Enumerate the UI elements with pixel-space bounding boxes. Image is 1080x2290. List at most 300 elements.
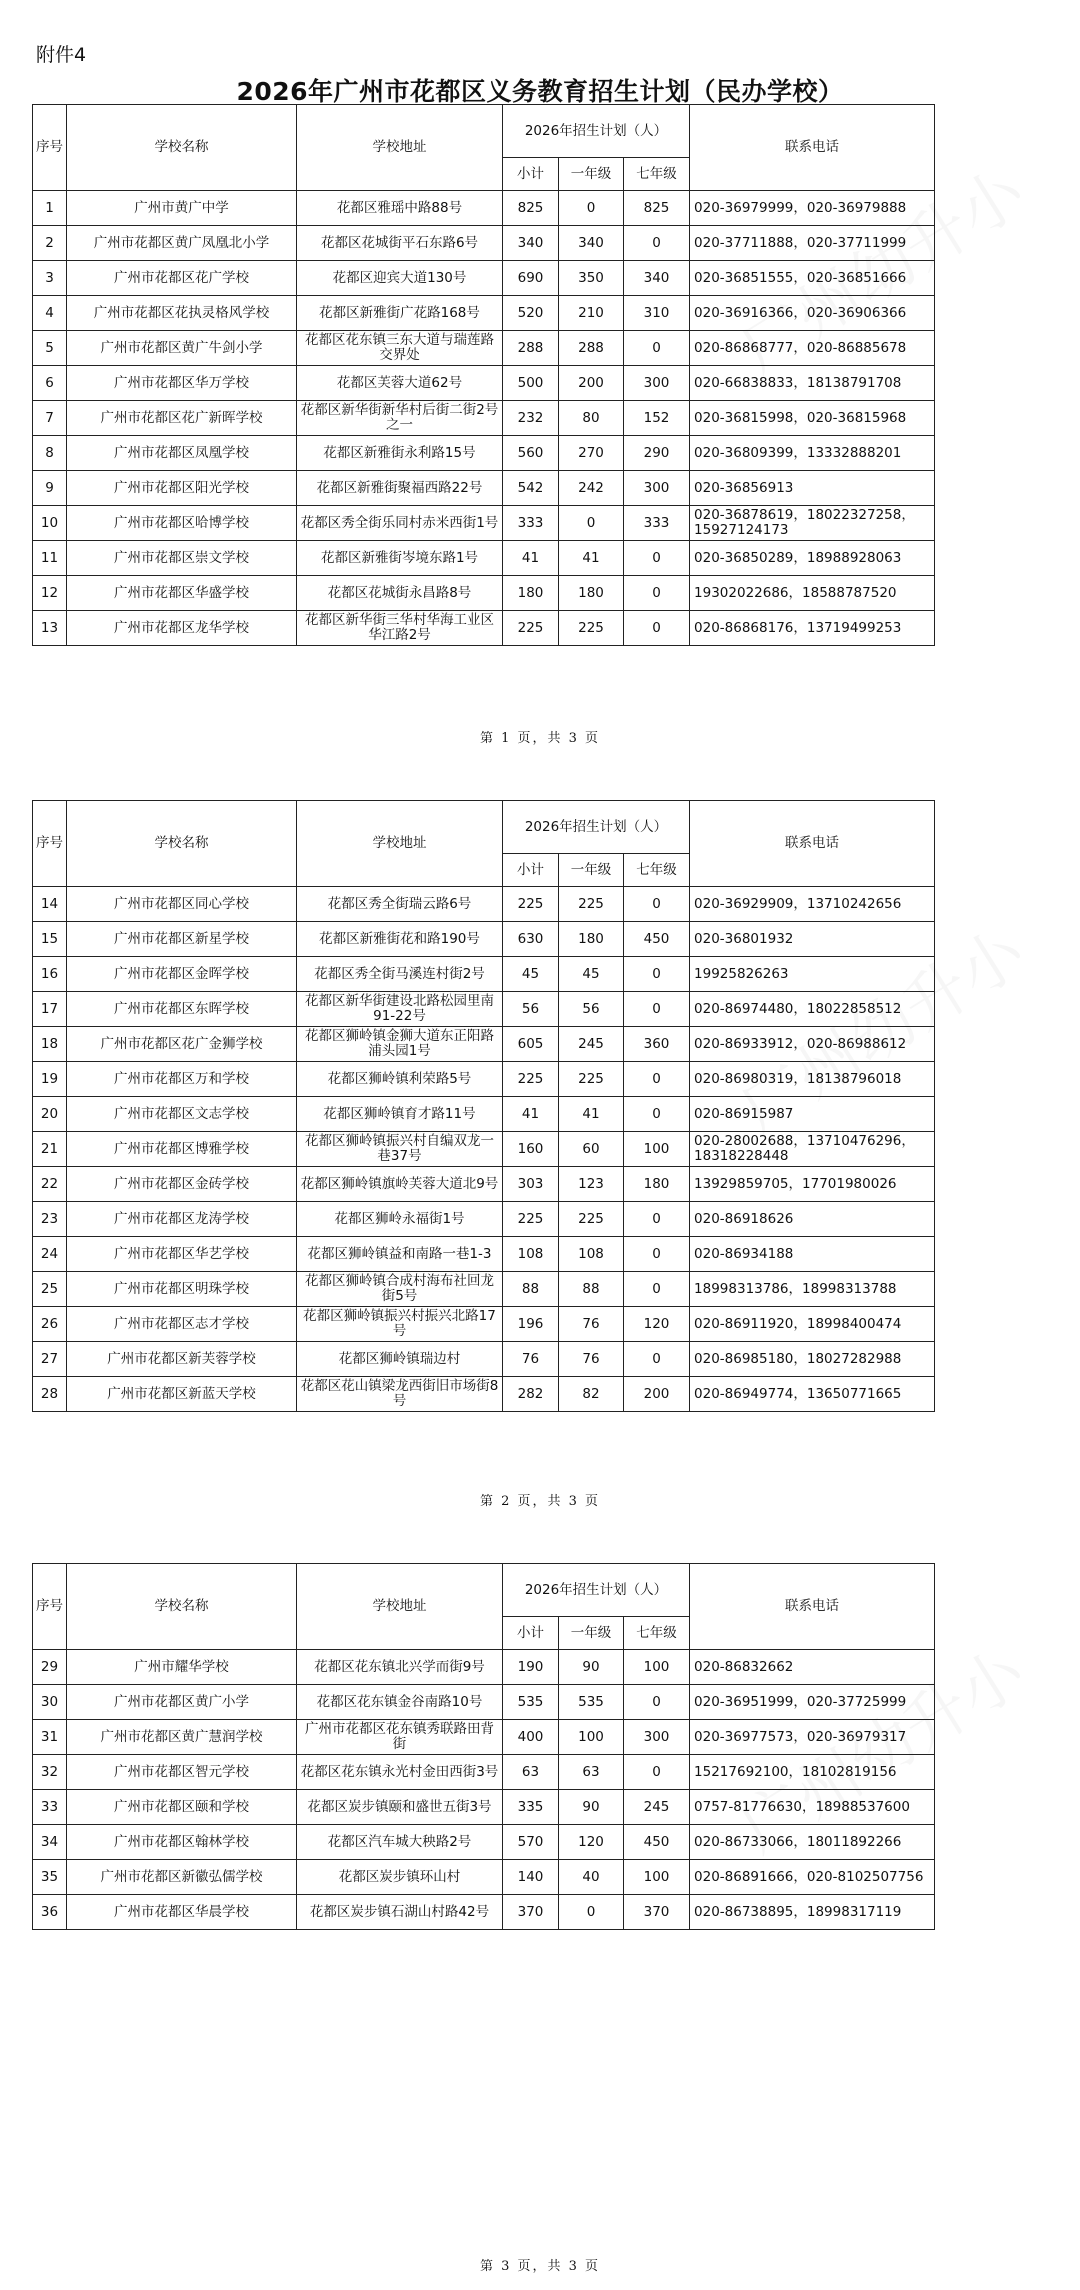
plan-grade7: 180 <box>624 1167 690 1202</box>
row-no: 11 <box>33 541 67 576</box>
plan-grade1: 100 <box>559 1720 624 1755</box>
school-name: 广州市花都区花广新晖学校 <box>67 401 297 436</box>
plan-subtotal: 690 <box>503 261 559 296</box>
table-row <box>33 922 935 957</box>
header-address: 学校地址 <box>297 801 503 887</box>
plan-subtotal: 63 <box>503 1755 559 1790</box>
table-row <box>33 1377 935 1412</box>
row-no: 33 <box>33 1790 67 1825</box>
table-row <box>33 576 935 611</box>
contact-phone: 020-36809399，13332888201 <box>690 436 935 471</box>
plan-grade7: 825 <box>624 191 690 226</box>
contact-phone: 020-86915987 <box>690 1097 935 1132</box>
school-name: 广州市花都区花执灵格风学校 <box>67 296 297 331</box>
plan-grade7: 0 <box>624 576 690 611</box>
table-row <box>33 331 935 366</box>
school-name: 广州市花都区凤凰学校 <box>67 436 297 471</box>
table-row <box>33 1685 935 1720</box>
school-name: 广州市花都区花广学校 <box>67 261 297 296</box>
row-no: 9 <box>33 471 67 506</box>
plan-grade1: 90 <box>559 1650 624 1685</box>
school-name: 广州市花都区新星学校 <box>67 922 297 957</box>
plan-subtotal: 225 <box>503 1062 559 1097</box>
table-row <box>33 1720 935 1755</box>
row-no: 22 <box>33 1167 67 1202</box>
row-no: 17 <box>33 992 67 1027</box>
school-name: 广州市花都区花广金狮学校 <box>67 1027 297 1062</box>
school-address: 花都区花东镇金谷南路10号 <box>297 1685 503 1720</box>
row-no: 21 <box>33 1132 67 1167</box>
plan-grade1: 88 <box>559 1272 624 1307</box>
school-address: 花都区新华街三华村华海工业区华江路2号 <box>297 611 503 646</box>
header-grade7: 七年级 <box>624 854 690 887</box>
table-row <box>33 1895 935 1930</box>
school-name: 广州市花都区阳光学校 <box>67 471 297 506</box>
row-no: 2 <box>33 226 67 261</box>
table-row <box>33 1307 935 1342</box>
header-no: 序号 <box>33 105 67 191</box>
school-address: 花都区新雅街永利路15号 <box>297 436 503 471</box>
table-row <box>33 1062 935 1097</box>
plan-grade1: 225 <box>559 887 624 922</box>
school-name: 广州市花都区金砖学校 <box>67 1167 297 1202</box>
row-no: 7 <box>33 401 67 436</box>
row-no: 16 <box>33 957 67 992</box>
contact-phone: 020-86733066，18011892266 <box>690 1825 935 1860</box>
contact-phone: 19925826263 <box>690 957 935 992</box>
plan-grade1: 45 <box>559 957 624 992</box>
plan-grade7: 0 <box>624 1685 690 1720</box>
plan-grade1: 225 <box>559 1062 624 1097</box>
plan-subtotal: 88 <box>503 1272 559 1307</box>
row-no: 36 <box>33 1895 67 1930</box>
plan-grade7: 200 <box>624 1377 690 1412</box>
header-school-name: 学校名称 <box>67 1564 297 1650</box>
plan-subtotal: 180 <box>503 576 559 611</box>
school-address: 花都区汽车城大秧路2号 <box>297 1825 503 1860</box>
annex-label: 附件4 <box>36 44 87 66</box>
plan-subtotal: 41 <box>503 1097 559 1132</box>
plan-subtotal: 108 <box>503 1237 559 1272</box>
plan-grade1: 340 <box>559 226 624 261</box>
school-name: 广州市花都区黄广牛剑小学 <box>67 331 297 366</box>
contact-phone: 020-86933912，020-86988612 <box>690 1027 935 1062</box>
plan-grade1: 225 <box>559 611 624 646</box>
school-name: 广州市花都区黄广小学 <box>67 1685 297 1720</box>
plan-grade1: 56 <box>559 992 624 1027</box>
plan-grade1: 210 <box>559 296 624 331</box>
school-address: 花都区花东镇三东大道与瑞莲路交界处 <box>297 331 503 366</box>
row-no: 14 <box>33 887 67 922</box>
plan-subtotal: 542 <box>503 471 559 506</box>
table-row <box>33 1825 935 1860</box>
table-row <box>33 1167 935 1202</box>
contact-phone: 020-36951999，020-37725999 <box>690 1685 935 1720</box>
plan-grade7: 0 <box>624 226 690 261</box>
plan-grade7: 100 <box>624 1860 690 1895</box>
header-grade1: 一年级 <box>559 1617 624 1650</box>
school-address: 花都区狮岭镇旗岭芙蓉大道北9号 <box>297 1167 503 1202</box>
plan-grade1: 40 <box>559 1860 624 1895</box>
contact-phone: 020-36850289，18988928063 <box>690 541 935 576</box>
plan-grade1: 180 <box>559 922 624 957</box>
header-grade7: 七年级 <box>624 1617 690 1650</box>
row-no: 6 <box>33 366 67 401</box>
contact-phone: 020-86832662 <box>690 1650 935 1685</box>
contact-phone: 020-86918626 <box>690 1202 935 1237</box>
plan-grade1: 123 <box>559 1167 624 1202</box>
plan-grade7: 0 <box>624 1097 690 1132</box>
row-no: 15 <box>33 922 67 957</box>
row-no: 18 <box>33 1027 67 1062</box>
table-row <box>33 366 935 401</box>
plan-grade1: 200 <box>559 366 624 401</box>
plan-grade1: 90 <box>559 1790 624 1825</box>
row-no: 29 <box>33 1650 67 1685</box>
plan-grade7: 450 <box>624 1825 690 1860</box>
school-address: 花都区秀全街瑞云路6号 <box>297 887 503 922</box>
plan-grade7: 152 <box>624 401 690 436</box>
contact-phone: 020-66838833，18138791708 <box>690 366 935 401</box>
school-name: 广州市花都区崇文学校 <box>67 541 297 576</box>
contact-phone: 020-86985180，18027282988 <box>690 1342 935 1377</box>
school-address: 花都区迎宾大道130号 <box>297 261 503 296</box>
plan-subtotal: 303 <box>503 1167 559 1202</box>
school-name: 广州市花都区哈博学校 <box>67 506 297 541</box>
school-address: 花都区新雅街聚福西路22号 <box>297 471 503 506</box>
plan-grade7: 333 <box>624 506 690 541</box>
contact-phone: 020-36851555，020-36851666 <box>690 261 935 296</box>
school-name: 广州市花都区华晨学校 <box>67 1895 297 1930</box>
school-name: 广州市花都区文志学校 <box>67 1097 297 1132</box>
row-no: 34 <box>33 1825 67 1860</box>
school-address: 广州市花都区花东镇秀联路田背街 <box>297 1720 503 1755</box>
plan-grade7: 310 <box>624 296 690 331</box>
school-address: 花都区花东镇北兴学而街9号 <box>297 1650 503 1685</box>
contact-phone: 18998313786，18998313788 <box>690 1272 935 1307</box>
header-phone: 联系电话 <box>690 1564 935 1650</box>
table-row <box>33 1097 935 1132</box>
plan-grade1: 0 <box>559 506 624 541</box>
table-row <box>33 1237 935 1272</box>
plan-subtotal: 570 <box>503 1825 559 1860</box>
row-no: 23 <box>33 1202 67 1237</box>
contact-phone: 19302022686，18588787520 <box>690 576 935 611</box>
school-name: 广州市花都区翰林学校 <box>67 1825 297 1860</box>
contact-phone: 020-86911920，18998400474 <box>690 1307 935 1342</box>
header-address: 学校地址 <box>297 105 503 191</box>
header-grade1: 一年级 <box>559 854 624 887</box>
row-no: 5 <box>33 331 67 366</box>
table-page-1 <box>32 104 934 646</box>
school-address: 花都区花山镇梁龙西街旧市场街8号 <box>297 1377 503 1412</box>
contact-phone: 020-86891666，020-8102507756 <box>690 1860 935 1895</box>
plan-grade7: 0 <box>624 611 690 646</box>
plan-subtotal: 225 <box>503 611 559 646</box>
school-name: 广州市耀华学校 <box>67 1650 297 1685</box>
table-row <box>33 401 935 436</box>
plan-grade1: 80 <box>559 401 624 436</box>
plan-subtotal: 535 <box>503 1685 559 1720</box>
table-row <box>33 191 935 226</box>
plan-subtotal: 56 <box>503 992 559 1027</box>
plan-subtotal: 76 <box>503 1342 559 1377</box>
school-name: 广州市花都区黄广凤凰北小学 <box>67 226 297 261</box>
row-no: 12 <box>33 576 67 611</box>
school-address: 花都区狮岭镇育才路11号 <box>297 1097 503 1132</box>
plan-grade1: 41 <box>559 1097 624 1132</box>
school-name: 广州市花都区志才学校 <box>67 1307 297 1342</box>
school-name: 广州市花都区同心学校 <box>67 887 297 922</box>
plan-subtotal: 196 <box>503 1307 559 1342</box>
school-address: 花都区狮岭镇利荣路5号 <box>297 1062 503 1097</box>
school-address: 花都区花城街永昌路8号 <box>297 576 503 611</box>
table-row <box>33 296 935 331</box>
contact-phone: 020-86949774，13650771665 <box>690 1377 935 1412</box>
contact-phone: 020-36979999，020-36979888 <box>690 191 935 226</box>
plan-subtotal: 160 <box>503 1132 559 1167</box>
table-row <box>33 1860 935 1895</box>
plan-grade1: 0 <box>559 1895 624 1930</box>
school-name: 广州市花都区龙华学校 <box>67 611 297 646</box>
row-no: 30 <box>33 1685 67 1720</box>
contact-phone: 020-36801932 <box>690 922 935 957</box>
plan-subtotal: 225 <box>503 887 559 922</box>
school-address: 花都区芙蓉大道62号 <box>297 366 503 401</box>
row-no: 20 <box>33 1097 67 1132</box>
header-subtotal: 小计 <box>503 158 559 191</box>
row-no: 26 <box>33 1307 67 1342</box>
header-grade7: 七年级 <box>624 158 690 191</box>
row-no: 3 <box>33 261 67 296</box>
header-plan: 2026年招生计划（人） <box>503 105 690 158</box>
plan-subtotal: 825 <box>503 191 559 226</box>
plan-grade7: 0 <box>624 1062 690 1097</box>
header-no: 序号 <box>33 1564 67 1650</box>
plan-subtotal: 282 <box>503 1377 559 1412</box>
plan-subtotal: 41 <box>503 541 559 576</box>
plan-subtotal: 140 <box>503 1860 559 1895</box>
contact-phone: 020-86868176，13719499253 <box>690 611 935 646</box>
table-row <box>33 1342 935 1377</box>
plan-subtotal: 45 <box>503 957 559 992</box>
header-plan: 2026年招生计划（人） <box>503 1564 690 1617</box>
plan-subtotal: 190 <box>503 1650 559 1685</box>
school-name: 广州市花都区万和学校 <box>67 1062 297 1097</box>
contact-phone: 15217692100，18102819156 <box>690 1755 935 1790</box>
table-row <box>33 1790 935 1825</box>
plan-grade1: 76 <box>559 1342 624 1377</box>
contact-phone: 020-36916366，020-36906366 <box>690 296 935 331</box>
page-footer: 第 2 页，共 3 页 <box>479 1494 601 1509</box>
school-address: 花都区新雅街广花路168号 <box>297 296 503 331</box>
table-row <box>33 436 935 471</box>
header-phone: 联系电话 <box>690 105 935 191</box>
plan-grade7: 300 <box>624 1720 690 1755</box>
plan-grade1: 245 <box>559 1027 624 1062</box>
plan-grade1: 120 <box>559 1825 624 1860</box>
enrollment-table <box>32 1563 935 1930</box>
plan-grade7: 0 <box>624 1755 690 1790</box>
document-title: 2026年广州市花都区义务教育招生计划（民办学校） <box>236 77 844 106</box>
school-address: 花都区炭步镇颐和盛世五街3号 <box>297 1790 503 1825</box>
table-row <box>33 611 935 646</box>
plan-grade1: 180 <box>559 576 624 611</box>
plan-subtotal: 500 <box>503 366 559 401</box>
plan-subtotal: 605 <box>503 1027 559 1062</box>
plan-grade7: 100 <box>624 1650 690 1685</box>
contact-phone: 020-36815998，020-36815968 <box>690 401 935 436</box>
plan-grade1: 41 <box>559 541 624 576</box>
school-name: 广州市黄广中学 <box>67 191 297 226</box>
school-name: 广州市花都区华盛学校 <box>67 576 297 611</box>
plan-subtotal: 400 <box>503 1720 559 1755</box>
school-address: 花都区新雅街岑境东路1号 <box>297 541 503 576</box>
plan-grade1: 288 <box>559 331 624 366</box>
plan-subtotal: 520 <box>503 296 559 331</box>
plan-subtotal: 340 <box>503 226 559 261</box>
table-row <box>33 887 935 922</box>
school-address: 花都区新华街新华村后街二街2号之一 <box>297 401 503 436</box>
header-school-name: 学校名称 <box>67 105 297 191</box>
school-name: 广州市花都区黄广慧润学校 <box>67 1720 297 1755</box>
contact-phone: 020-36878619，18022327258，15927124173 <box>690 506 935 541</box>
school-name: 广州市花都区华艺学校 <box>67 1237 297 1272</box>
header-grade1: 一年级 <box>559 158 624 191</box>
plan-grade1: 76 <box>559 1307 624 1342</box>
plan-grade7: 0 <box>624 331 690 366</box>
header-no: 序号 <box>33 801 67 887</box>
school-address: 花都区新雅街花和路190号 <box>297 922 503 957</box>
page-footer: 第 1 页，共 3 页 <box>479 731 601 746</box>
school-address: 花都区秀全街马溪连村街2号 <box>297 957 503 992</box>
school-name: 广州市花都区华万学校 <box>67 366 297 401</box>
contact-phone: 020-28002688，13710476296，18318228448 <box>690 1132 935 1167</box>
table-row <box>33 261 935 296</box>
plan-grade1: 225 <box>559 1202 624 1237</box>
contact-phone: 13929859705，17701980026 <box>690 1167 935 1202</box>
table-row <box>33 1202 935 1237</box>
school-name: 广州市花都区东晖学校 <box>67 992 297 1027</box>
row-no: 25 <box>33 1272 67 1307</box>
plan-grade7: 300 <box>624 471 690 506</box>
plan-grade7: 360 <box>624 1027 690 1062</box>
contact-phone: 020-86974480，18022858512 <box>690 992 935 1027</box>
plan-grade7: 0 <box>624 541 690 576</box>
contact-phone: 020-86934188 <box>690 1237 935 1272</box>
school-name: 广州市花都区新芙蓉学校 <box>67 1342 297 1377</box>
plan-grade1: 82 <box>559 1377 624 1412</box>
plan-grade7: 0 <box>624 1342 690 1377</box>
contact-phone: 0757-81776630，18988537600 <box>690 1790 935 1825</box>
plan-subtotal: 630 <box>503 922 559 957</box>
plan-grade7: 245 <box>624 1790 690 1825</box>
table-row <box>33 1272 935 1307</box>
contact-phone: 020-86738895，18998317119 <box>690 1895 935 1930</box>
plan-grade1: 535 <box>559 1685 624 1720</box>
row-no: 31 <box>33 1720 67 1755</box>
plan-grade7: 120 <box>624 1307 690 1342</box>
school-name: 广州市花都区博雅学校 <box>67 1132 297 1167</box>
school-address: 花都区炭步镇石湖山村路42号 <box>297 1895 503 1930</box>
row-no: 35 <box>33 1860 67 1895</box>
enrollment-table <box>32 800 935 1412</box>
plan-grade7: 300 <box>624 366 690 401</box>
row-no: 1 <box>33 191 67 226</box>
table-row <box>33 1755 935 1790</box>
school-name: 广州市花都区颐和学校 <box>67 1790 297 1825</box>
school-name: 广州市花都区龙涛学校 <box>67 1202 297 1237</box>
school-address: 花都区狮岭镇瑞边村 <box>297 1342 503 1377</box>
plan-grade1: 0 <box>559 191 624 226</box>
plan-subtotal: 288 <box>503 331 559 366</box>
row-no: 28 <box>33 1377 67 1412</box>
school-address: 花都区雅瑶中路88号 <box>297 191 503 226</box>
table-row <box>33 1132 935 1167</box>
plan-grade1: 60 <box>559 1132 624 1167</box>
contact-phone: 020-86868777，020-86885678 <box>690 331 935 366</box>
plan-grade7: 0 <box>624 992 690 1027</box>
table-row <box>33 506 935 541</box>
school-address: 花都区狮岭镇益和南路一巷1-3 <box>297 1237 503 1272</box>
school-address: 花都区狮岭镇振兴村自编双龙一巷37号 <box>297 1132 503 1167</box>
school-address: 花都区狮岭镇合成村海布社回龙街5号 <box>297 1272 503 1307</box>
plan-grade7: 0 <box>624 957 690 992</box>
table-row <box>33 992 935 1027</box>
plan-grade7: 290 <box>624 436 690 471</box>
contact-phone: 020-36856913 <box>690 471 935 506</box>
plan-grade7: 370 <box>624 1895 690 1930</box>
school-address: 花都区新华街建设北路松园里南91-22号 <box>297 992 503 1027</box>
row-no: 32 <box>33 1755 67 1790</box>
table-row <box>33 541 935 576</box>
row-no: 10 <box>33 506 67 541</box>
contact-phone: 020-86980319，18138796018 <box>690 1062 935 1097</box>
school-address: 花都区花城街平石东路6号 <box>297 226 503 261</box>
plan-subtotal: 225 <box>503 1202 559 1237</box>
plan-grade7: 0 <box>624 1237 690 1272</box>
table-row <box>33 957 935 992</box>
school-address: 花都区秀全街乐同村赤米西街1号 <box>297 506 503 541</box>
page-footer: 第 3 页，共 3 页 <box>479 2259 601 2274</box>
plan-subtotal: 333 <box>503 506 559 541</box>
plan-grade7: 0 <box>624 1272 690 1307</box>
header-school-name: 学校名称 <box>67 801 297 887</box>
enrollment-table <box>32 104 935 646</box>
header-address: 学校地址 <box>297 1564 503 1650</box>
header-phone: 联系电话 <box>690 801 935 887</box>
row-no: 4 <box>33 296 67 331</box>
school-name: 广州市花都区明珠学校 <box>67 1272 297 1307</box>
row-no: 8 <box>33 436 67 471</box>
school-address: 花都区狮岭镇振兴村振兴北路17号 <box>297 1307 503 1342</box>
header-subtotal: 小计 <box>503 1617 559 1650</box>
school-address: 花都区狮岭镇金狮大道东正阳路浦头园1号 <box>297 1027 503 1062</box>
school-name: 广州市花都区智元学校 <box>67 1755 297 1790</box>
row-no: 19 <box>33 1062 67 1097</box>
table-page-2 <box>32 800 934 1412</box>
plan-grade1: 350 <box>559 261 624 296</box>
header-subtotal: 小计 <box>503 854 559 887</box>
plan-subtotal: 335 <box>503 1790 559 1825</box>
plan-grade7: 450 <box>624 922 690 957</box>
table-row <box>33 1027 935 1062</box>
plan-subtotal: 370 <box>503 1895 559 1930</box>
plan-grade1: 270 <box>559 436 624 471</box>
plan-grade1: 63 <box>559 1755 624 1790</box>
school-name: 广州市花都区新徽弘儒学校 <box>67 1860 297 1895</box>
school-address: 花都区狮岭永福街1号 <box>297 1202 503 1237</box>
